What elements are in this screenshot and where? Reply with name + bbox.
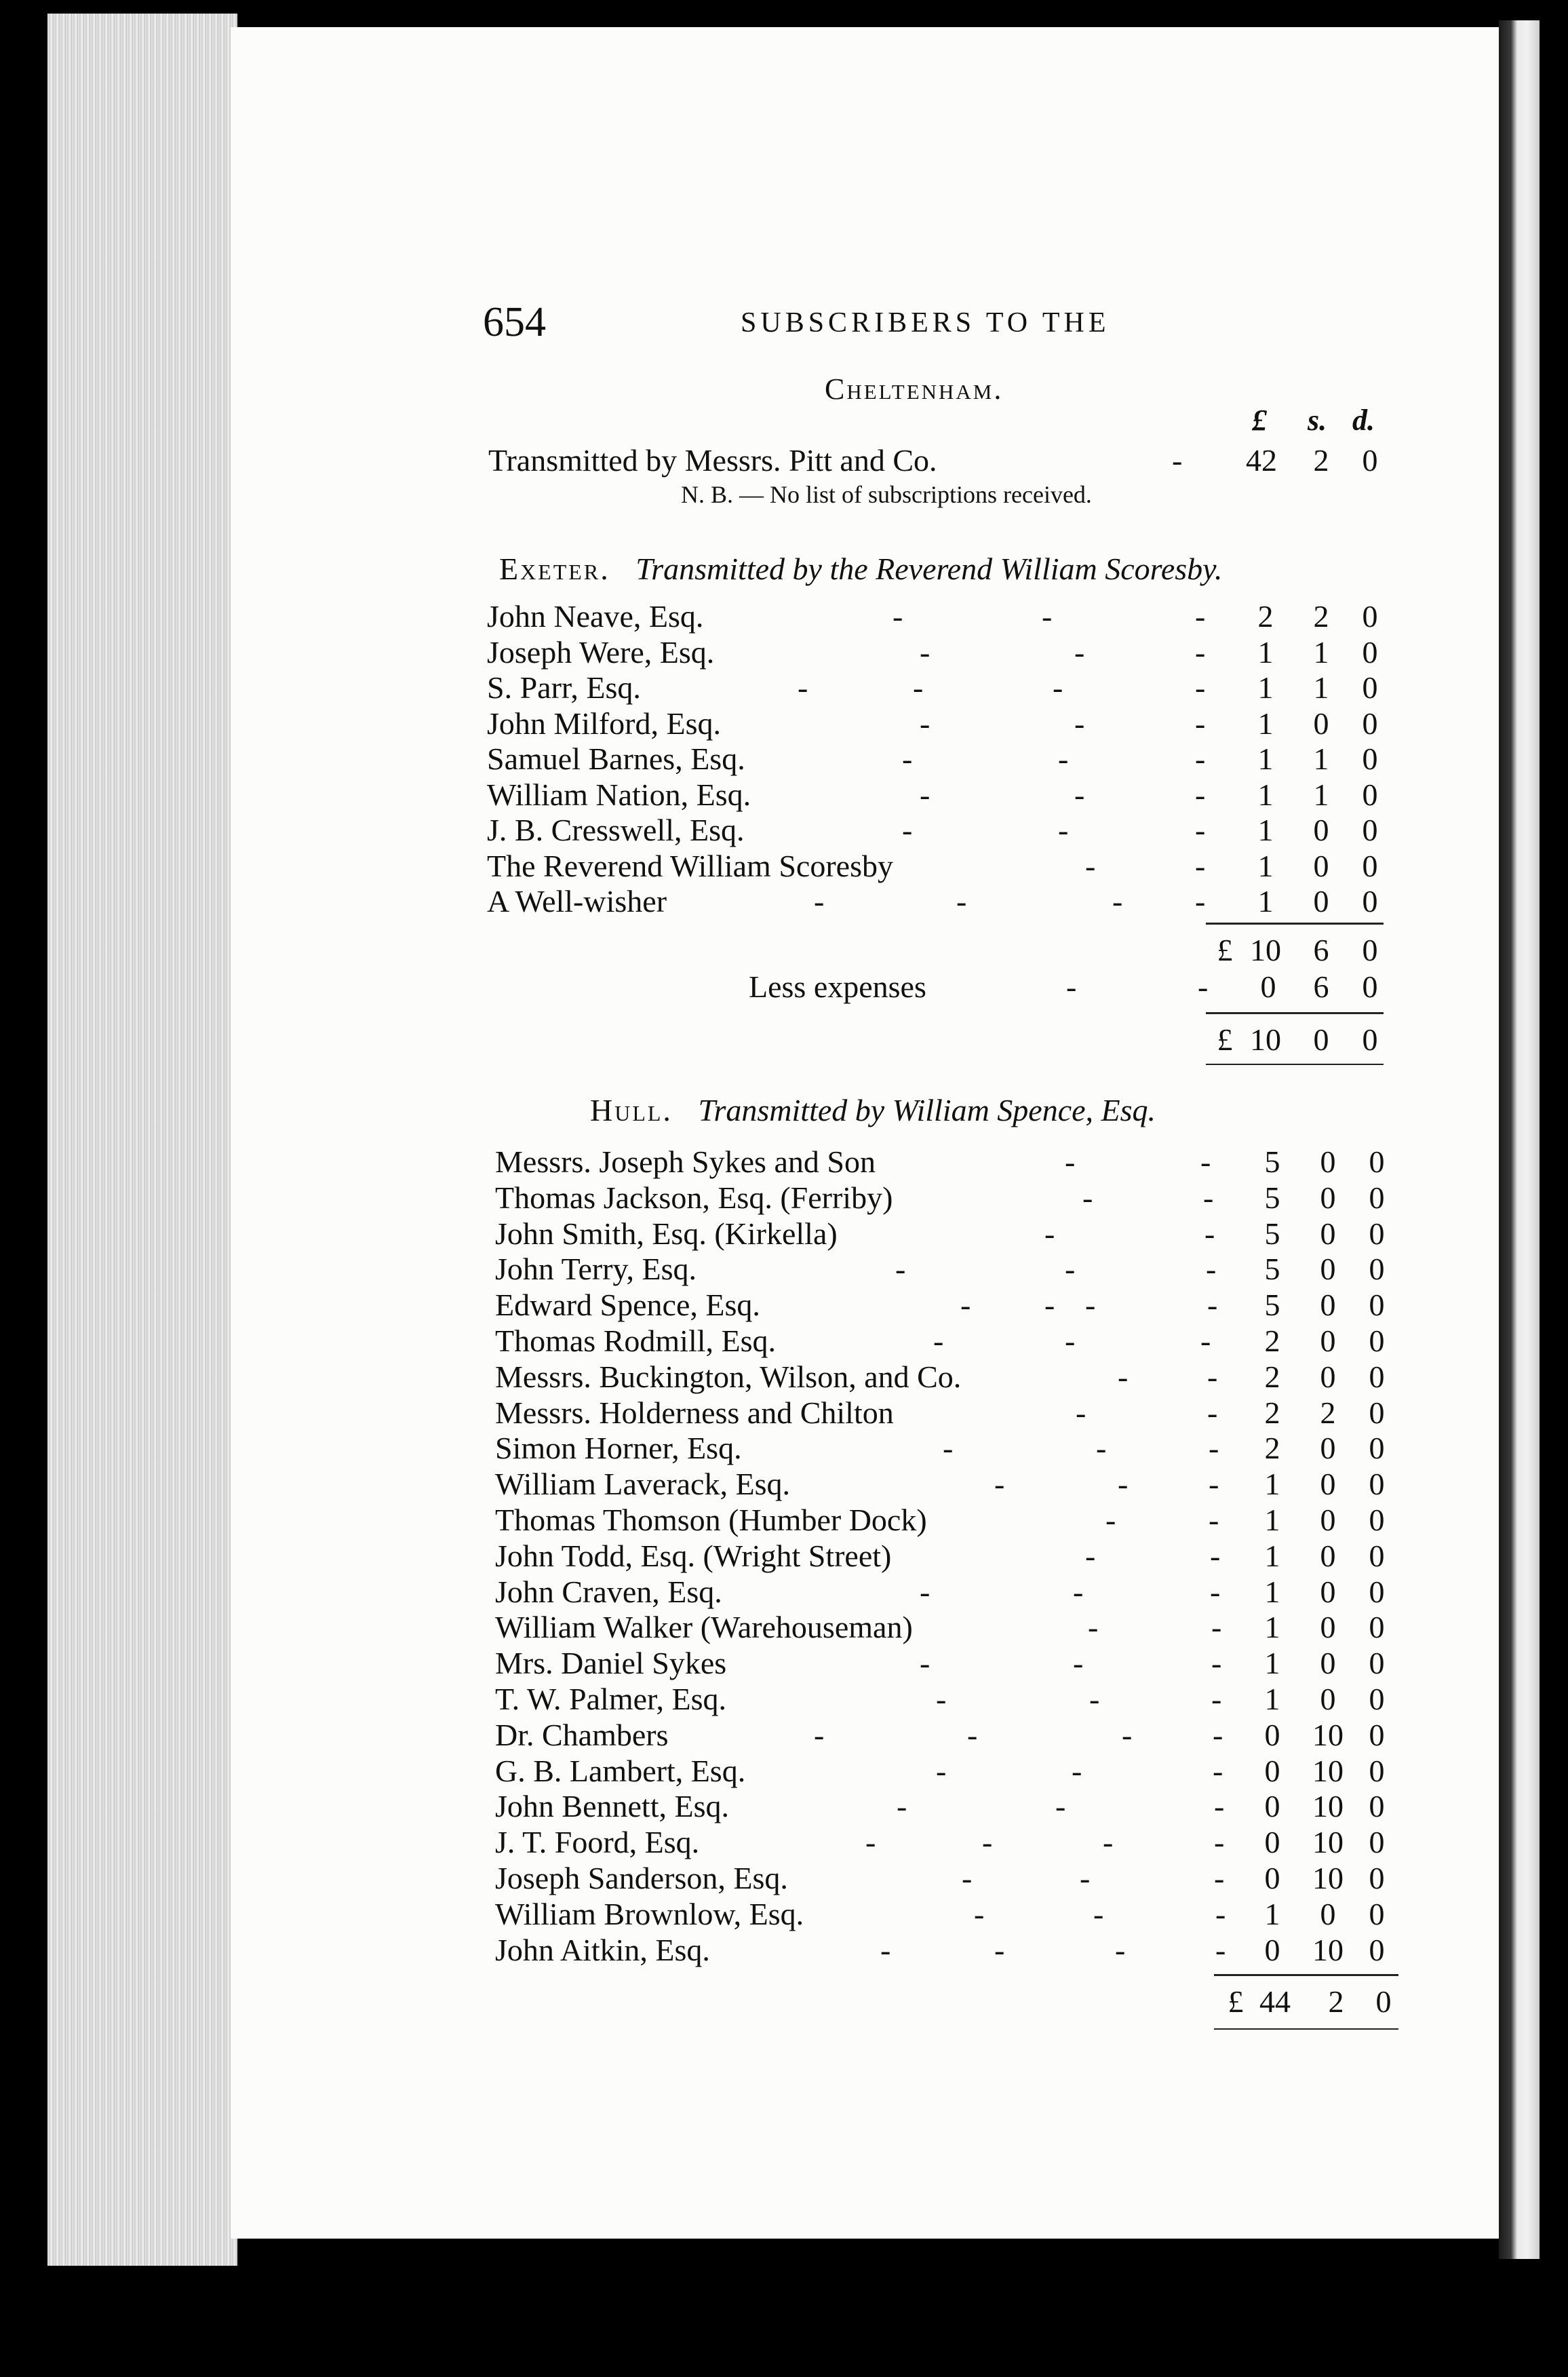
amount-pounds: 1 <box>1264 1467 1280 1502</box>
subscriber-row <box>0 1287 1568 1323</box>
subscriber-row <box>0 1932 1568 1969</box>
leader-dash: - <box>994 1467 1005 1502</box>
leader-dash: - <box>902 813 913 847</box>
amount-shillings: 0 <box>1320 1359 1336 1394</box>
leader-dash: - <box>814 884 825 919</box>
leader-dash: - <box>865 1825 876 1860</box>
leader-dash: - <box>1112 884 1123 919</box>
leader-dash: - <box>1085 1538 1096 1573</box>
leader-dash: - <box>1088 1610 1099 1645</box>
amount-pence: 0 <box>1362 848 1378 883</box>
amount-shillings: 0 <box>1320 1288 1336 1323</box>
subscriber-row <box>0 1788 1568 1825</box>
amount-pence: 0 <box>1369 1646 1385 1681</box>
amount-pounds: 5 <box>1264 1180 1280 1215</box>
leader-dash: - <box>1207 1288 1218 1323</box>
section-title-exeter: Exeter. <box>499 552 610 586</box>
leader-dash: - <box>936 1753 947 1788</box>
leader-dash: - <box>1195 670 1206 705</box>
less-shillings: 6 <box>1313 969 1329 1004</box>
leader-dash: - <box>994 1932 1005 1967</box>
subscriber-name: Samuel Barnes, Esq. <box>487 741 745 776</box>
subscriber-name: John Milford, Esq. <box>487 706 721 741</box>
subscriber-row <box>0 1359 1568 1395</box>
subtotal-prefix: £ <box>1217 933 1233 967</box>
subscriber-row <box>0 1824 1568 1861</box>
subscriber-name: John Craven, Esq. <box>495 1574 722 1609</box>
leader-dash: - <box>920 1574 930 1609</box>
amount-pounds: 1 <box>1264 1574 1280 1609</box>
transmitted-by-hull: Transmitted by William Spence, Esq. <box>698 1093 1156 1127</box>
amount-pence: 0 <box>1369 1503 1385 1537</box>
amount-pounds: 5 <box>1264 1216 1280 1251</box>
subtotal-pence: 0 <box>1362 933 1378 967</box>
subscriber-name: William Brownlow, Esq. <box>495 1896 804 1931</box>
subscriber-row <box>0 812 1568 849</box>
leader-dash: - <box>1118 1467 1129 1502</box>
leader-dash: - <box>1209 1467 1219 1502</box>
leader-dash: - <box>1103 1825 1114 1860</box>
leader-dash: - <box>798 670 808 705</box>
subscriber-name: Simon Horner, Esq. <box>495 1431 742 1466</box>
exeter-less-row <box>0 969 1568 1005</box>
subscriber-name: John Todd, Esq. (Wright Street) <box>495 1538 892 1573</box>
leader-dash: - <box>1072 1753 1082 1788</box>
amount-pence: 0 <box>1369 1180 1385 1215</box>
amount-pounds: 2 <box>1264 1359 1280 1394</box>
subscriber-row <box>0 1645 1568 1682</box>
leader-dash: - <box>1055 1789 1066 1824</box>
leader-dash: - <box>1195 741 1206 776</box>
subtotal-shillings: 6 <box>1313 933 1329 967</box>
amount-pounds: 1 <box>1257 634 1274 670</box>
pounds-column-header: £ <box>1252 404 1267 437</box>
total-prefix: £ <box>1228 1984 1244 2019</box>
subscriber-row <box>0 777 1568 813</box>
leader-dash: - <box>1115 1932 1126 1967</box>
exeter-subtotal-row <box>0 932 1568 969</box>
amount-pence: 0 <box>1369 1932 1385 1967</box>
leader-dash: - <box>920 1646 930 1681</box>
subscriber-row <box>0 1717 1568 1754</box>
amount-pence: 0 <box>1369 1395 1385 1430</box>
less-expenses-label: Less expenses <box>749 969 926 1004</box>
amount-pounds: 1 <box>1257 813 1274 847</box>
subscriber-name: The Reverend William Scoresby <box>487 848 893 883</box>
amount-pence: 0 <box>1369 1789 1385 1824</box>
leader-dash: - <box>1214 1825 1225 1860</box>
subscriber-name: T. W. Palmer, Esq. <box>495 1682 727 1716</box>
leader-dash: - <box>897 1789 907 1824</box>
subscriber-name: Thomas Rodmill, Esq. <box>495 1323 776 1358</box>
leader-dash: - <box>1214 1789 1225 1824</box>
amount-pounds: 1 <box>1264 1610 1280 1645</box>
leader-dash: - <box>1213 1717 1223 1752</box>
subscriber-row <box>0 1574 1568 1610</box>
leader-dash: - <box>1172 443 1183 478</box>
total-pounds: 10 <box>1250 1022 1281 1057</box>
amount-pounds: 2 <box>1257 599 1274 634</box>
leader-dash: - <box>962 1861 973 1895</box>
amount-pence: 0 <box>1369 1753 1385 1788</box>
subscriber-row <box>0 1395 1568 1431</box>
leader-dash: - <box>1211 1610 1222 1645</box>
amount-shillings: 1 <box>1313 777 1329 812</box>
leader-dash: - <box>920 706 930 741</box>
subscriber-name: S. Parr, Esq. <box>487 670 641 705</box>
leader-dash: - <box>895 1252 906 1287</box>
leader-dash: - <box>1215 1932 1226 1967</box>
amount-pence: 0 <box>1369 1682 1385 1716</box>
hull-total-rule <box>1214 1974 1398 1976</box>
amount-shillings: 2 <box>1313 443 1329 478</box>
subscriber-row <box>0 1180 1568 1216</box>
subscriber-name: Edward Spence, Esq. <box>495 1288 760 1323</box>
leader-dash: - <box>982 1825 993 1860</box>
leader-dash: - <box>1200 1323 1211 1358</box>
subscriber-row <box>0 706 1568 742</box>
leader-dash: - <box>1065 1252 1076 1287</box>
leader-dash: - <box>1211 1682 1222 1716</box>
subscriber-row <box>0 1753 1568 1790</box>
total-shillings: 0 <box>1313 1022 1329 1057</box>
leader-dash: - <box>933 1323 944 1358</box>
amount-shillings: 0 <box>1320 1467 1336 1502</box>
leader-dash: - <box>1206 1252 1217 1287</box>
subscriber-row <box>0 741 1568 777</box>
total-pence: 0 <box>1362 1022 1378 1057</box>
amount-shillings: 0 <box>1320 1144 1336 1179</box>
leader-dash: - <box>1042 599 1053 634</box>
amount-shillings: 0 <box>1320 1538 1336 1573</box>
amount-shillings: 10 <box>1312 1789 1344 1824</box>
amount-pounds: 2 <box>1264 1323 1280 1358</box>
total-underline <box>1206 1064 1384 1065</box>
section-heading-hull <box>590 1092 1156 1128</box>
amount-shillings: 0 <box>1320 1574 1336 1609</box>
amount-pence: 0 <box>1369 1216 1385 1251</box>
subscriber-row <box>0 1430 1568 1467</box>
subscriber-name: G. B. Lambert, Esq. <box>495 1753 746 1788</box>
subscriber-name: Thomas Jackson, Esq. (Ferriby) <box>495 1180 893 1215</box>
section-title-hull: Hull. <box>590 1093 673 1127</box>
leader-dash: - <box>1195 848 1206 883</box>
leader-dash: - <box>920 634 930 670</box>
amount-pounds: 2 <box>1264 1431 1280 1466</box>
leader-dash: - <box>1203 1180 1214 1215</box>
amount-shillings: 0 <box>1320 1180 1336 1215</box>
amount-shillings: 0 <box>1320 1216 1336 1251</box>
amount-pence: 0 <box>1369 1574 1385 1609</box>
leader-dash: - <box>943 1431 954 1466</box>
subscriber-name: Mrs. Daniel Sykes <box>495 1646 727 1681</box>
leader-dash: - <box>1074 706 1085 741</box>
amount-pence: 0 <box>1362 670 1378 705</box>
amount-pounds: 1 <box>1264 1682 1280 1716</box>
amount-pounds: 0 <box>1264 1789 1280 1824</box>
amount-shillings: 0 <box>1320 1646 1336 1681</box>
leader-dash: - <box>1058 813 1069 847</box>
subscriber-name: John Bennett, Esq. <box>495 1789 729 1824</box>
leader-dash: - <box>1105 1503 1116 1537</box>
subtotal-pounds: 10 <box>1250 933 1281 967</box>
leader-dash: - <box>1195 777 1206 812</box>
leader-dash: - <box>1209 1431 1219 1466</box>
running-head: SUBSCRIBERS TO THE <box>741 307 1110 339</box>
leader-dash: - <box>880 1932 891 1967</box>
amount-shillings: 0 <box>1320 1896 1336 1931</box>
subscriber-row <box>0 1609 1568 1646</box>
leader-dash: - <box>1195 599 1206 634</box>
amount-pence: 0 <box>1369 1431 1385 1466</box>
amount-pence: 0 <box>1369 1825 1385 1860</box>
leader-dash: - <box>1207 1359 1218 1394</box>
leader-dash: - <box>1210 1538 1221 1573</box>
amount-pounds: 5 <box>1264 1288 1280 1323</box>
subscriber-name: William Laverack, Esq. <box>495 1467 790 1502</box>
exeter-total-row <box>0 1022 1568 1058</box>
amount-shillings: 1 <box>1313 741 1329 776</box>
subscriber-row <box>0 1144 1568 1180</box>
amount-pounds: 1 <box>1264 1896 1280 1931</box>
leader-dash: - <box>936 1682 947 1716</box>
amount-pence: 0 <box>1369 1252 1385 1287</box>
amount-pence: 0 <box>1362 443 1378 478</box>
transmitted-by-exeter: Transmitted by the Reverend William Scoresby. <box>635 552 1223 586</box>
amount-pence: 0 <box>1362 634 1378 670</box>
amount-pounds: 1 <box>1264 1538 1280 1573</box>
section-title-cheltenham: Cheltenham. <box>825 372 1004 406</box>
leader-dash: - <box>1053 670 1063 705</box>
leader-dash: - <box>814 1717 825 1752</box>
amount-pence: 0 <box>1362 813 1378 847</box>
amount-shillings: 10 <box>1312 1825 1344 1860</box>
subscriber-row <box>0 1323 1568 1359</box>
amount-pence: 0 <box>1369 1896 1385 1931</box>
leader-dash: - <box>1065 1323 1076 1358</box>
leader-dash: - <box>1082 1180 1093 1215</box>
amount-pounds: 0 <box>1264 1825 1280 1860</box>
total-shillings: 2 <box>1328 1984 1344 2019</box>
subscriber-row <box>0 1251 1568 1288</box>
leader-dash: - <box>1089 1682 1100 1716</box>
leader-dash: - <box>913 670 924 705</box>
subscriber-row <box>0 1216 1568 1252</box>
hull-total-row <box>0 1984 1568 2020</box>
amount-shillings: 2 <box>1320 1395 1336 1430</box>
subscriber-name: Joseph Sanderson, Esq. <box>495 1861 788 1895</box>
pence-column-header: d. <box>1352 404 1375 437</box>
shillings-column-header: s. <box>1308 404 1327 437</box>
leader-dash: - <box>1044 1288 1055 1323</box>
hull-total-underline <box>1214 2028 1398 2030</box>
leader-dash: - <box>1209 1503 1219 1537</box>
subscriber-name: John Aitkin, Esq. <box>495 1932 710 1967</box>
amount-shillings: 0 <box>1313 706 1329 741</box>
subscriber-name: Transmitted by Messrs. Pitt and Co. <box>488 443 937 478</box>
leader-dash: - <box>1207 1395 1218 1430</box>
leader-dash: - <box>1080 1861 1091 1895</box>
amount-shillings: 1 <box>1313 670 1329 705</box>
amount-pence: 0 <box>1362 777 1378 812</box>
amount-pence: 0 <box>1369 1359 1385 1394</box>
amount-shillings: 10 <box>1312 1717 1344 1752</box>
subscriber-name: Thomas Thomson (Humber Dock) <box>495 1503 927 1537</box>
amount-shillings: 0 <box>1320 1682 1336 1716</box>
leader-dash: - <box>1058 741 1069 776</box>
leader-dash: - <box>1073 1646 1084 1681</box>
cheltenham-entry <box>0 442 1568 479</box>
total-pence: 0 <box>1375 1984 1392 2019</box>
amount-pence: 0 <box>1369 1717 1385 1752</box>
leader-dash: - <box>1204 1216 1215 1251</box>
amount-pounds: 1 <box>1257 670 1274 705</box>
amount-pence: 0 <box>1369 1288 1385 1323</box>
subscriber-row <box>0 1860 1568 1897</box>
subscriber-row <box>0 883 1568 920</box>
leader-dash: - <box>1214 1861 1225 1895</box>
subscriber-name: John Terry, Esq. <box>495 1252 697 1287</box>
amount-shillings: 2 <box>1313 599 1329 634</box>
subscriber-row <box>0 670 1568 706</box>
leader-dash: - <box>1195 706 1206 741</box>
leader-dash: - <box>1210 1574 1221 1609</box>
amount-shillings: 0 <box>1320 1431 1336 1466</box>
amount-pounds: 0 <box>1264 1932 1280 1967</box>
leader-dash: - <box>902 741 913 776</box>
subscriber-row <box>0 848 1568 885</box>
amount-pence: 0 <box>1369 1538 1385 1573</box>
amount-shillings: 0 <box>1313 884 1329 919</box>
amount-pounds: 1 <box>1264 1646 1280 1681</box>
page-number: 654 <box>483 299 546 345</box>
amount-shillings: 0 <box>1313 813 1329 847</box>
amount-pounds: 1 <box>1264 1503 1280 1537</box>
amount-shillings: 0 <box>1320 1503 1336 1537</box>
amount-pence: 0 <box>1362 741 1378 776</box>
amount-shillings: 10 <box>1312 1861 1344 1895</box>
amount-shillings: 0 <box>1320 1252 1336 1287</box>
leader-dash: - <box>1211 1646 1222 1681</box>
leader-dash: - <box>1122 1717 1133 1752</box>
subscriber-row <box>0 1538 1568 1574</box>
subscriber-row <box>0 634 1568 671</box>
subscriber-row <box>0 1681 1568 1718</box>
leader-dash: - <box>967 1717 978 1752</box>
subscriber-name: William Walker (Warehouseman) <box>495 1610 913 1645</box>
leader-dash: - <box>1085 1288 1096 1323</box>
amount-shillings: 10 <box>1312 1932 1344 1967</box>
amount-pence: 0 <box>1369 1610 1385 1645</box>
subscriber-name: J. B. Cresswell, Esq. <box>487 813 745 847</box>
amount-shillings: 10 <box>1312 1753 1344 1788</box>
leader-dash: - <box>1074 777 1085 812</box>
amount-pence: 0 <box>1369 1861 1385 1895</box>
leader-dash: - <box>1066 969 1077 1004</box>
amount-pounds: 2 <box>1264 1395 1280 1430</box>
amount-pounds: 1 <box>1257 848 1274 883</box>
section-heading-exeter <box>499 551 1223 587</box>
leader-dash: - <box>1213 1753 1223 1788</box>
amount-pence: 0 <box>1369 1323 1385 1358</box>
amount-pounds: 42 <box>1246 443 1277 478</box>
subscriber-name: John Smith, Esq. (Kirkella) <box>495 1216 838 1251</box>
amount-shillings: 1 <box>1313 634 1329 670</box>
leader-dash: - <box>1044 1216 1055 1251</box>
leader-dash: - <box>1076 1395 1086 1430</box>
leader-dash: - <box>956 884 967 919</box>
amount-pence: 0 <box>1362 706 1378 741</box>
leader-dash: - <box>1200 1144 1211 1179</box>
leader-dash: - <box>1195 813 1206 847</box>
total-pounds: 44 <box>1259 1984 1291 2019</box>
subscriber-name: J. T. Foord, Esq. <box>495 1825 700 1860</box>
leader-dash: - <box>1093 1896 1104 1931</box>
leader-dash: - <box>960 1288 971 1323</box>
amount-pence: 0 <box>1362 599 1378 634</box>
leader-dash: - <box>1118 1359 1129 1394</box>
amount-pounds: 0 <box>1264 1861 1280 1895</box>
amount-pounds: 1 <box>1257 884 1274 919</box>
leader-dash: - <box>1085 848 1096 883</box>
leader-dash: - <box>1215 1896 1226 1931</box>
subscriber-row <box>0 1502 1568 1539</box>
amount-pounds: 0 <box>1264 1717 1280 1752</box>
less-pence: 0 <box>1362 969 1378 1004</box>
leader-dash: - <box>1198 969 1209 1004</box>
subscriber-row <box>0 598 1568 635</box>
subscriber-name: Messrs. Joseph Sykes and Son <box>495 1144 876 1179</box>
amount-shillings: 0 <box>1320 1610 1336 1645</box>
total-rule <box>1206 1012 1384 1014</box>
subscriber-name: John Neave, Esq. <box>487 599 704 634</box>
leader-dash: - <box>1096 1431 1107 1466</box>
subscriber-name: Messrs. Buckington, Wilson, and Co. <box>495 1359 962 1394</box>
amount-pence: 0 <box>1369 1144 1385 1179</box>
amount-pence: 0 <box>1369 1467 1385 1502</box>
leader-dash: - <box>1195 884 1206 919</box>
amount-shillings: 0 <box>1320 1323 1336 1358</box>
less-pounds: 0 <box>1260 969 1276 1004</box>
leader-dash: - <box>920 777 930 812</box>
amount-pounds: 1 <box>1257 706 1274 741</box>
subscriber-row <box>0 1466 1568 1503</box>
subscriber-name: William Nation, Esq. <box>487 777 751 812</box>
amount-pounds: 0 <box>1264 1753 1280 1788</box>
amount-pounds: 5 <box>1264 1144 1280 1179</box>
subscriber-name: Dr. Chambers <box>495 1717 669 1752</box>
subscriber-name: A Well-wisher <box>487 884 667 919</box>
amount-pounds: 5 <box>1264 1252 1280 1287</box>
amount-pounds: 1 <box>1257 741 1274 776</box>
subscriber-name: Joseph Were, Esq. <box>487 634 715 670</box>
leader-dash: - <box>974 1896 985 1931</box>
leader-dash: - <box>893 599 903 634</box>
amount-pence: 0 <box>1362 884 1378 919</box>
total-prefix: £ <box>1217 1022 1233 1057</box>
cheltenham-note: N. B. — No list of subscriptions received. <box>681 481 1092 508</box>
leader-dash: - <box>1065 1144 1076 1179</box>
leader-dash: - <box>1195 634 1206 670</box>
subscriber-name: Messrs. Holderness and Chilton <box>495 1395 894 1430</box>
subtotal-rule <box>1206 923 1384 925</box>
leader-dash: - <box>1074 634 1085 670</box>
leader-dash: - <box>1073 1574 1084 1609</box>
subscriber-row <box>0 1896 1568 1933</box>
amount-shillings: 0 <box>1313 848 1329 883</box>
amount-pounds: 1 <box>1257 777 1274 812</box>
